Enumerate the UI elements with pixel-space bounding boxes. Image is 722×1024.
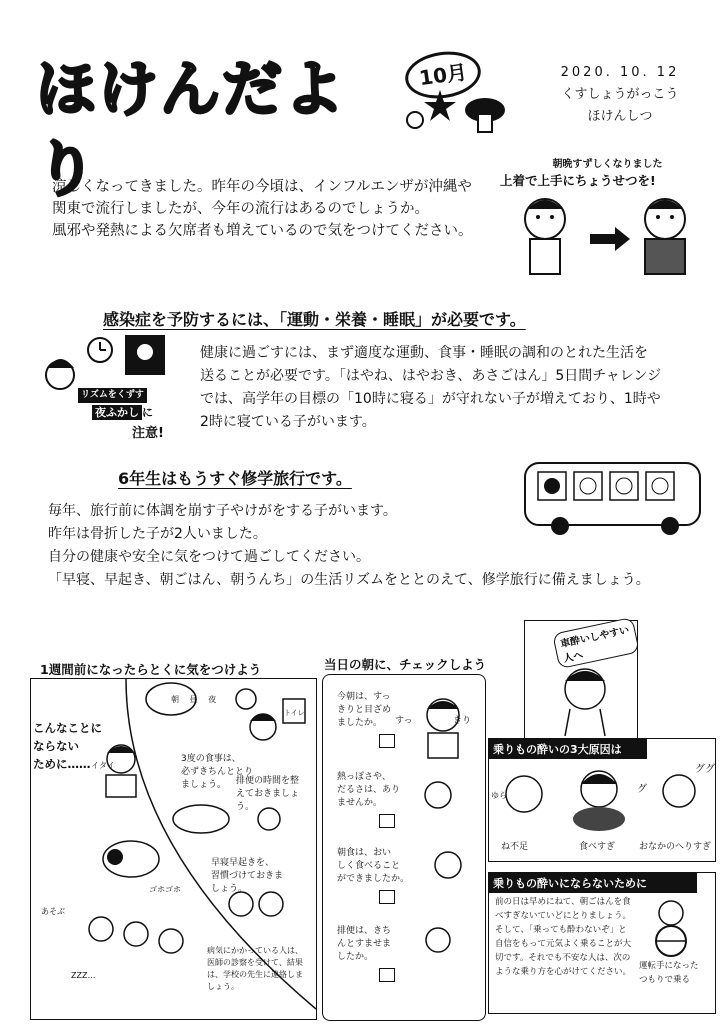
office-name: ほけんしつ xyxy=(587,109,653,124)
wall-label: 昼 xyxy=(189,695,198,704)
prevention-title: 乗りもの酔いにならないために xyxy=(489,873,697,893)
prevention-panel xyxy=(488,872,716,1014)
tip-line: しょう。 xyxy=(207,982,239,991)
tip-line: 医師の診察を受けて、結果 xyxy=(207,958,303,967)
check-line: したか。 xyxy=(337,952,374,962)
sleep-illustration xyxy=(40,330,200,450)
causes-panel xyxy=(488,738,716,862)
tip-line: 3度の食事は、 xyxy=(181,754,241,764)
steering-wheel-icon xyxy=(639,897,709,959)
causes-illustration xyxy=(489,759,715,834)
rhythm-caption: リズムをくずす xyxy=(78,388,147,403)
trip-line: 自分の健康や安全に気をつけて過ごしてください。 xyxy=(48,549,370,565)
check-line: 排便は、きち xyxy=(337,926,392,936)
checklist-panel xyxy=(322,674,486,1021)
intro-line: 涼しくなってきました。昨年の今頃は、インフルエンザが沖縄や xyxy=(52,179,472,195)
intro-line: 関東で流行しましたが、今年の流行はあるのでしょうか。 xyxy=(52,201,429,217)
sketch-text: ゴホゴホ xyxy=(149,885,181,894)
tip-line: は、学校の先生に連絡しま xyxy=(207,970,303,979)
night-caption: 夜ふかし xyxy=(92,405,142,420)
check-box[interactable] xyxy=(379,734,395,748)
mushroom-star-icon xyxy=(400,80,510,140)
prevention-text-line: 自信をもって元気よく乗ることが大 xyxy=(495,939,632,949)
jacket-caption-main: 上着で上手にちょうせつを! xyxy=(500,173,656,188)
wall-label: 朝 xyxy=(171,695,179,704)
caution-caption: 注意! xyxy=(132,426,164,441)
prevention-line: 送ることが必要です。「はやね、はやおき、あさごはん」5日間チャレンジ xyxy=(200,368,662,384)
tip-line: しょう。 xyxy=(211,884,248,894)
bus-icon xyxy=(520,458,705,538)
motion-sickness-sign xyxy=(524,620,638,740)
cause-label: ね不足 xyxy=(501,842,529,852)
sketch-text: イタイ xyxy=(91,761,115,770)
tip-line: えておきましょう。 xyxy=(236,789,300,812)
check-box[interactable] xyxy=(379,968,395,982)
issue-date: 2020. 10. 12 xyxy=(560,65,680,80)
checklist-item xyxy=(337,771,407,828)
check-line: ができましたか。 xyxy=(337,874,410,884)
children-jacket-icon xyxy=(500,189,715,284)
side-label-line: こんなことに xyxy=(33,721,102,735)
causes-title: 乗りもの酔いの3大原因は xyxy=(489,739,647,759)
tip-line: 病気にかかっている人は、 xyxy=(207,946,303,955)
prevention-line: では、高学年の目標の「10時に寝る」が守れない子が増えており、1時や xyxy=(200,391,661,407)
driver-caption xyxy=(639,959,713,987)
prevention-line: 2時に寝ている子がいます。 xyxy=(200,414,376,430)
prevention-line: 健康に過ごすには、まず適度な運動、食事・睡眠の調和のとれた生活を xyxy=(200,345,648,361)
sketch-text: きり xyxy=(453,716,472,726)
prevention-text-line: ような乗り方を心がけてください。 xyxy=(495,967,632,977)
tip-line: 習慣づけておきま xyxy=(211,871,284,881)
night-caption-row xyxy=(92,404,153,420)
cause-label: 食べすぎ xyxy=(579,842,616,852)
prevention-text-line: 切です。それでも不安な人は、次の xyxy=(495,953,631,963)
check-box[interactable] xyxy=(379,890,395,904)
prevention-heading: 感染症を予防するには、「運動・栄養・睡眠」が必要です。 xyxy=(103,310,526,329)
tip-line: 排便の時間を整 xyxy=(236,776,300,786)
newsletter-title-text: ほけんだより xyxy=(36,55,346,205)
prevention-paragraph xyxy=(200,342,700,434)
intro-paragraph xyxy=(52,176,482,242)
side-label-line: ために…… xyxy=(33,757,91,771)
check-line: だるさは、あり xyxy=(337,785,401,795)
prevention-text-line: そして、「乗っても酔わないぞ」と xyxy=(495,925,627,935)
checklist-item xyxy=(337,691,407,748)
wall-label: 夜 xyxy=(208,695,217,704)
trip-line: 毎年、旅行前に体調を崩す子やけがをする子がいます。 xyxy=(48,503,397,519)
check-line: 熱っぽさや、 xyxy=(337,772,391,782)
tip-line: ましょう。 xyxy=(181,780,227,790)
checklist-item xyxy=(337,925,407,982)
week-panel xyxy=(30,678,317,1020)
check-line: 今朝は、すっ xyxy=(337,692,391,702)
week-tip xyxy=(211,857,311,896)
night-caption-particle: に xyxy=(142,406,153,419)
jacket-caption-top: 朝晩すずしくなりました xyxy=(552,159,663,170)
sketch-text: ググ xyxy=(695,764,715,775)
sketch-text: ZZZ… xyxy=(71,971,96,980)
school-name: くすしょうがっこう xyxy=(561,87,679,102)
cause-label: おなかのへりすぎ xyxy=(639,842,712,852)
header-meta xyxy=(530,62,710,128)
sketch-text: グ xyxy=(637,784,647,795)
checklist-illustrations xyxy=(413,685,483,985)
check-line: しく食べること xyxy=(337,861,401,871)
week-tip xyxy=(236,775,316,814)
intro-line: 風邪や発熱による欠席者も増えているので気をつけてください。 xyxy=(52,223,473,239)
check-line: きりと目ざめ xyxy=(337,705,392,715)
week-side-label xyxy=(33,719,102,773)
week-panel-title: 1週間前になったらとくに気をつけよう xyxy=(40,662,262,677)
trip-line: 「早寝、早起き、朝ごはん、朝うんち」の生活リズムをととのえて、修学旅行に備えましょう。 xyxy=(48,572,650,588)
sketch-text: ゆら xyxy=(491,791,507,800)
sketch-text: あそぶ xyxy=(41,907,65,916)
check-line: ましたか。 xyxy=(337,718,383,728)
driver-caption-line: つもりで乗る xyxy=(639,975,691,985)
driver-caption-line: 運転手になった xyxy=(639,961,699,971)
check-line: んとすませま xyxy=(337,939,392,949)
prevention-text-line: べすぎないていどにとりましょう。 xyxy=(495,911,632,921)
meal-wall-labels xyxy=(171,689,231,711)
checklist-title: 当日の朝に、チェックしよう xyxy=(324,657,487,672)
tip-line: 必ずきちんととり xyxy=(181,767,254,777)
sign-text: 車酔いしやすい人へ xyxy=(552,617,640,669)
jacket-illustration xyxy=(500,158,715,288)
side-label-line: ならない xyxy=(33,739,79,753)
check-box[interactable] xyxy=(379,814,395,828)
trip-heading: 6年生はもうすぐ修学旅行です。 xyxy=(118,469,352,488)
week-tip xyxy=(207,945,317,993)
month-badge: 10月 xyxy=(402,47,484,103)
check-line: ませんか。 xyxy=(337,798,383,808)
tip-line: 早寝早起きを、 xyxy=(211,858,275,868)
toilet-label: トイレ xyxy=(284,709,305,717)
trip-line: 昨年は骨折した子が2人いました。 xyxy=(48,526,267,542)
checklist-item xyxy=(337,847,417,904)
prevention-text xyxy=(495,895,635,979)
check-line: 朝食は、おい xyxy=(337,848,392,858)
prevention-text-line: 前の日は早めにねて、朝ごはんを食 xyxy=(495,897,631,907)
sketch-text: すっ xyxy=(395,716,413,726)
